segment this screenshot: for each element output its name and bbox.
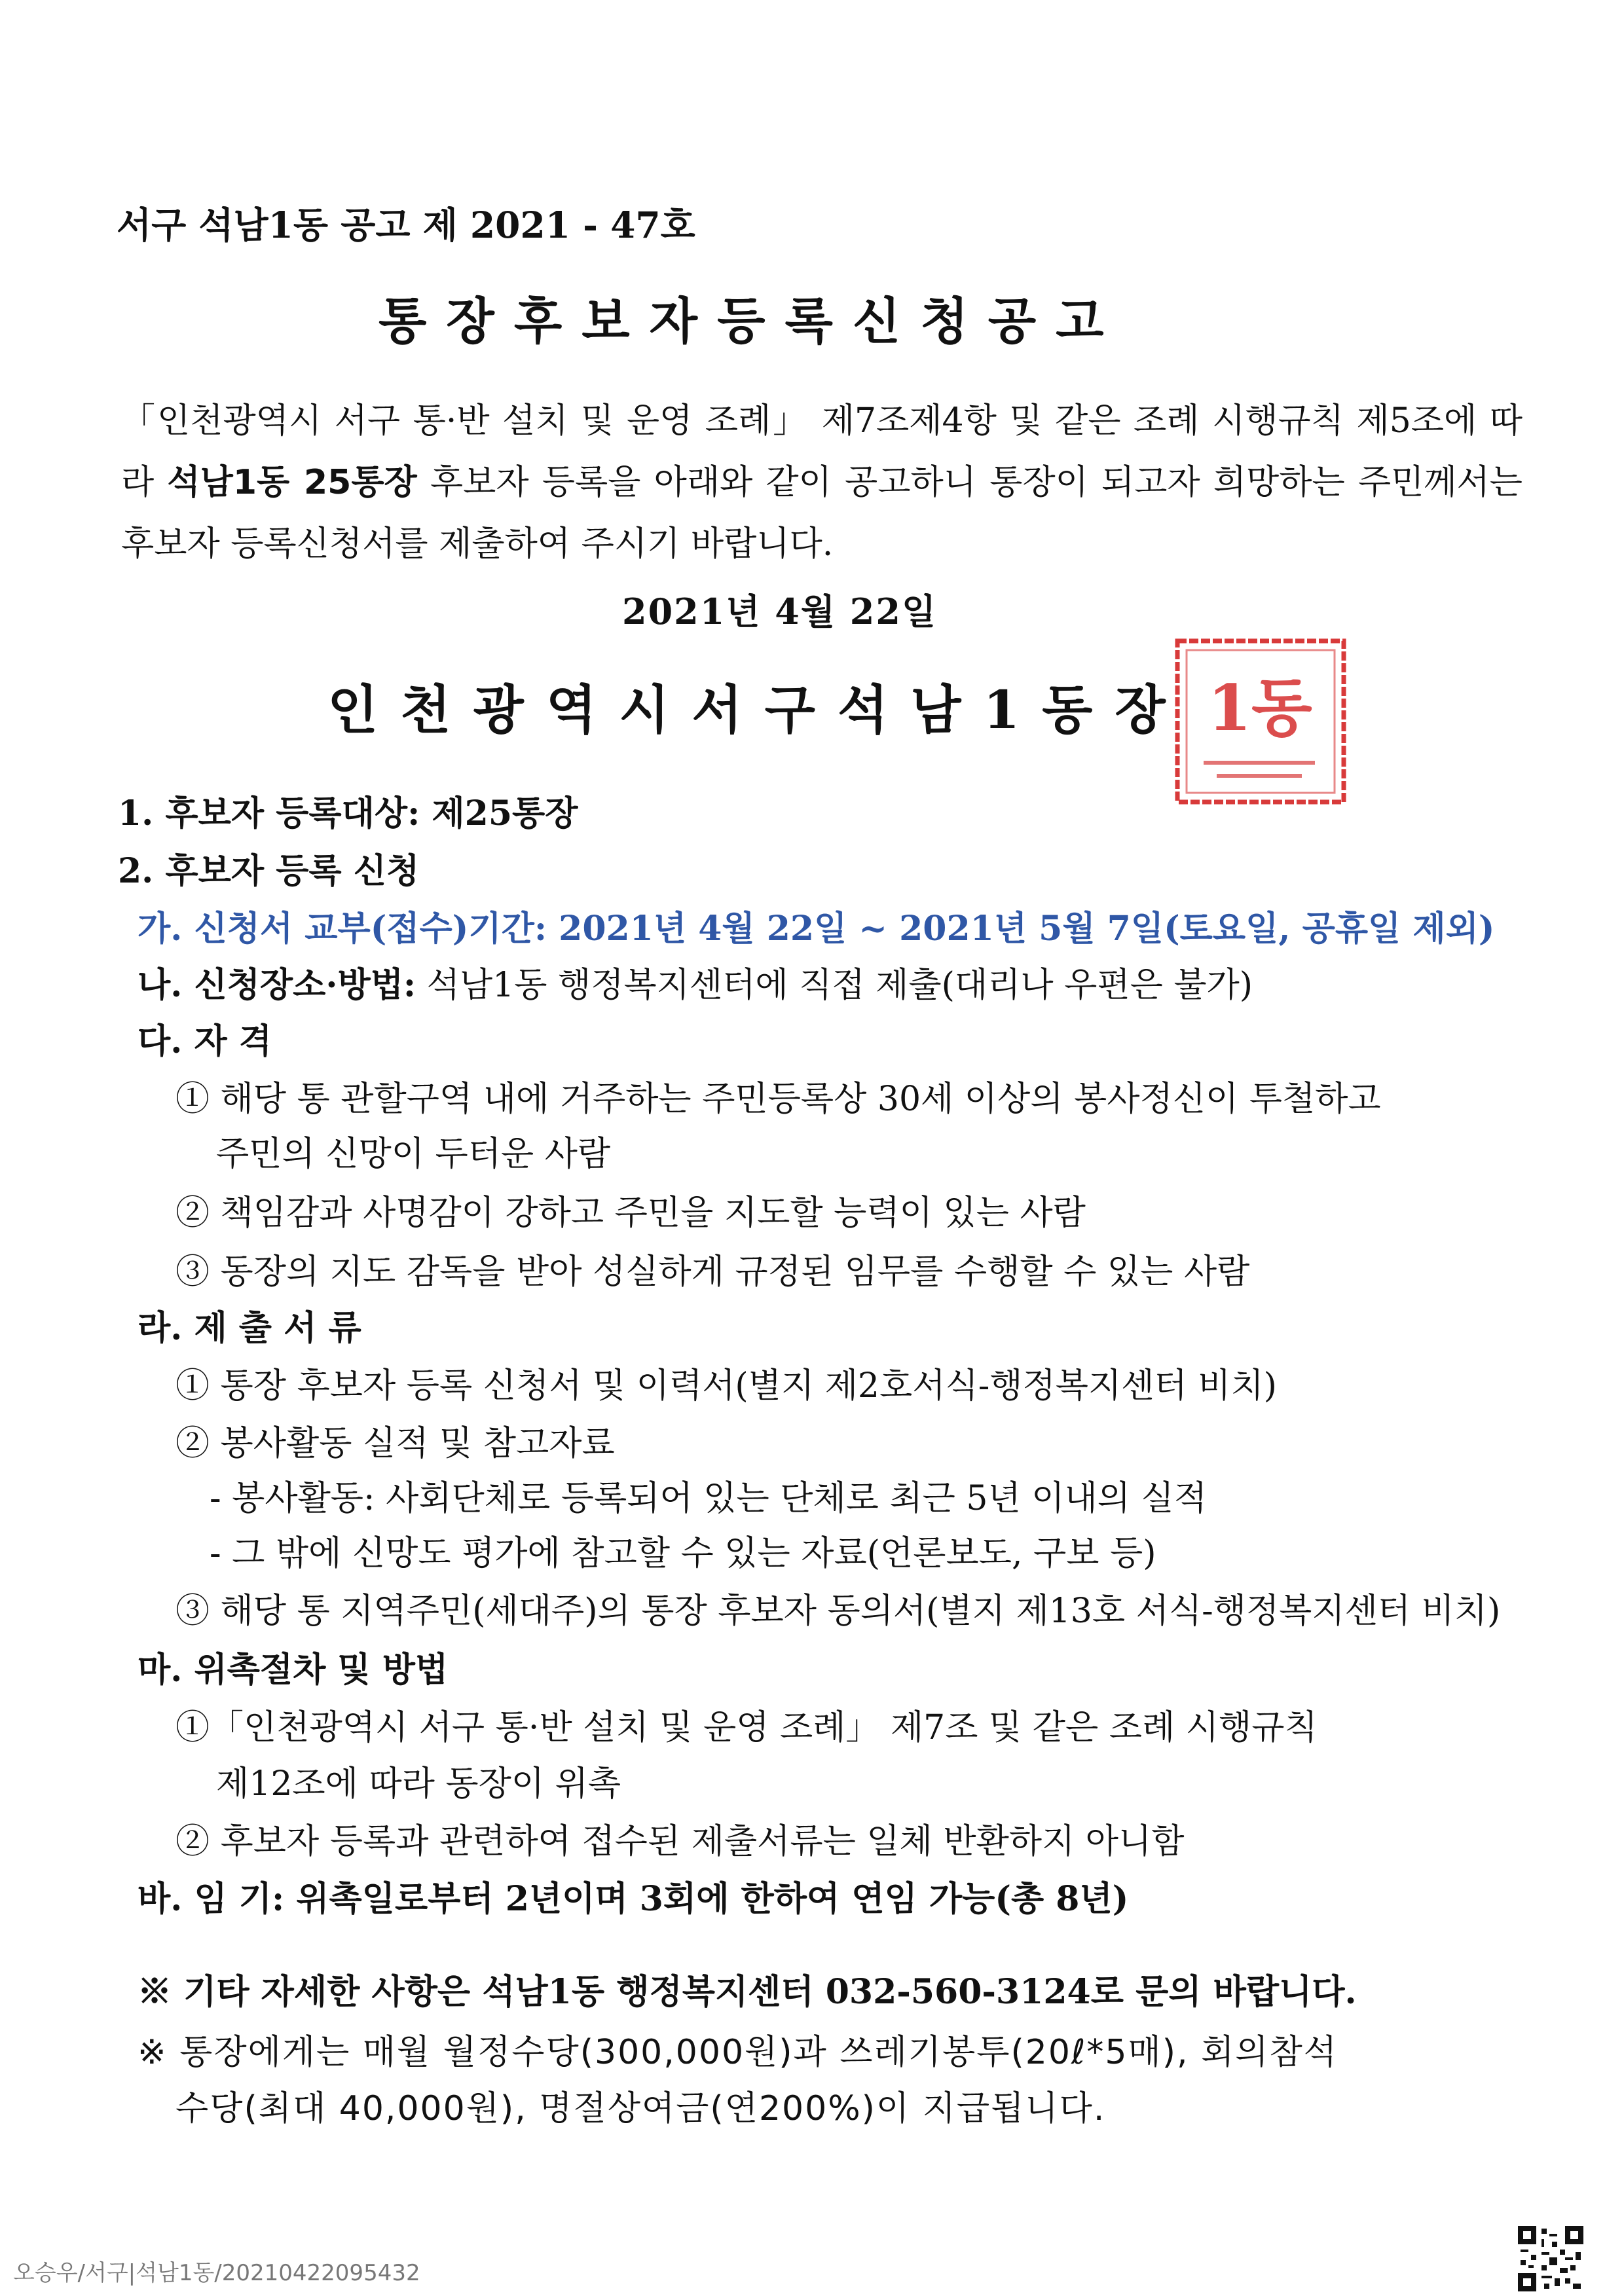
qr-code — [1518, 2226, 1583, 2291]
item-ra-3: ③ 해당 통 지역주민(세대주)의 통장 후보자 동의서(별지 제13호 서식-행정복지센터 비치) — [175, 1592, 1501, 1631]
item-da-2: ② 책임감과 사명감이 강하고 주민을 지도할 능력이 있는 사람 — [175, 1194, 1086, 1233]
notice-date: 2021년 4월 22일 — [622, 591, 938, 632]
notice-number: 서구 석남1동 공고 제 2021 - 47호 — [117, 204, 695, 246]
item-ra-2-a: - 봉사활동: 사회단체로 등록되어 있는 단체로 최근 5년 이내의 실적 — [210, 1479, 1207, 1518]
item-da-1-line2: 주민의 신망이 두터운 사람 — [216, 1135, 611, 1174]
notice-title: 통장후보자등록신청공고 — [378, 292, 1124, 350]
item-ga: 가. 신청서 교부(접수)기간: 2021년 4월 22일 ~ 2021년 5월 7일(토요일, 공휴일 제외) — [138, 909, 1495, 949]
intro-highlight: 석남1동 25통장 — [167, 463, 417, 502]
item-ra-2: ② 봉사활동 실적 및 참고자료 — [175, 1424, 615, 1463]
seal-lettering: 1동 — [1208, 671, 1312, 745]
item-ma-2: ② 후보자 등록과 관련하여 접수된 제출서류는 일체 반환하지 아니함 — [175, 1822, 1185, 1861]
item-ra-2-b: - 그 밖에 신망도 평가에 참고할 수 있는 자료(언론보도, 구보 등) — [210, 1534, 1156, 1573]
note-contact: ※ 기타 자세한 사항은 석남1동 행정복지센터 032-560-3124로 문의 바랍니다. — [138, 1972, 1357, 2012]
item-ba: 바. 임 기: 위촉일로부터 2년이며 3회에 한하여 연임 가능(총 8년) — [138, 1879, 1129, 1919]
item-na-label: 나. 신청장소·방법: — [138, 965, 416, 1005]
item-na-text: 석남1동 행정복지센터에 직접 제출(대리나 우편은 불가) — [416, 966, 1253, 1005]
official-seal — [1164, 632, 1356, 810]
issuer-name: 인천광역시서구석남1동장 — [327, 679, 1188, 740]
intro-text-2: 후보자 등록을 아래와 같이 공고하니 통장이 되고자 희망하는 주민께서는 후보자 등록신청서를 제출하여 주시기 바랍니다. — [121, 463, 1522, 564]
item-ra-1: ① 통장 후보자 등록 신청서 및 이력서(별지 제2호서식-행정복지센터 비치) — [175, 1366, 1277, 1406]
item-ma: 마. 위촉절차 및 방법 — [138, 1650, 449, 1690]
item-na — [138, 957, 1253, 1006]
item-da: 다. 자 격 — [138, 1021, 272, 1061]
item-1: 1. 후보자 등록대상: 제25통장 — [118, 793, 578, 833]
item-ra: 라. 제 출 서 류 — [138, 1308, 361, 1348]
note-allowance-line1: ※ 통장에게는 매월 월정수당(300,000원)과 쓰레기봉투(20ℓ*5매), 회의참석 — [138, 2033, 1338, 2072]
note-allowance-line2: 수당(최대 40,000원), 명절상여금(연200%)이 지급됩니다. — [175, 2089, 1106, 2128]
document-footer-id: 오승우/서구|석남1동/20210422095432 — [13, 2260, 420, 2286]
intro-paragraph — [121, 390, 1522, 575]
item-da-3: ③ 동장의 지도 감독을 받아 성실하게 규정된 임무를 수행할 수 있는 사람 — [175, 1252, 1250, 1292]
item-ma-1-line2: 제12조에 따라 동장이 위촉 — [216, 1764, 621, 1804]
item-2: 2. 후보자 등록 신청 — [118, 851, 420, 891]
item-ma-1-line1: ①「인천광역시 서구 통·반 설치 및 운영 조례」 제7조 및 같은 조례 시행규칙 — [175, 1708, 1318, 1747]
intro-text-1: 「인천광역시 서구 통·반 설치 및 운영 조례」 제7조제4항 및 같은 조례 시행규칙 제5조에 따라 — [121, 401, 1522, 502]
item-da-1-line1: ① 해당 통 관할구역 내에 거주하는 주민등록상 30세 이상의 봉사정신이 투철하고 — [175, 1080, 1381, 1119]
